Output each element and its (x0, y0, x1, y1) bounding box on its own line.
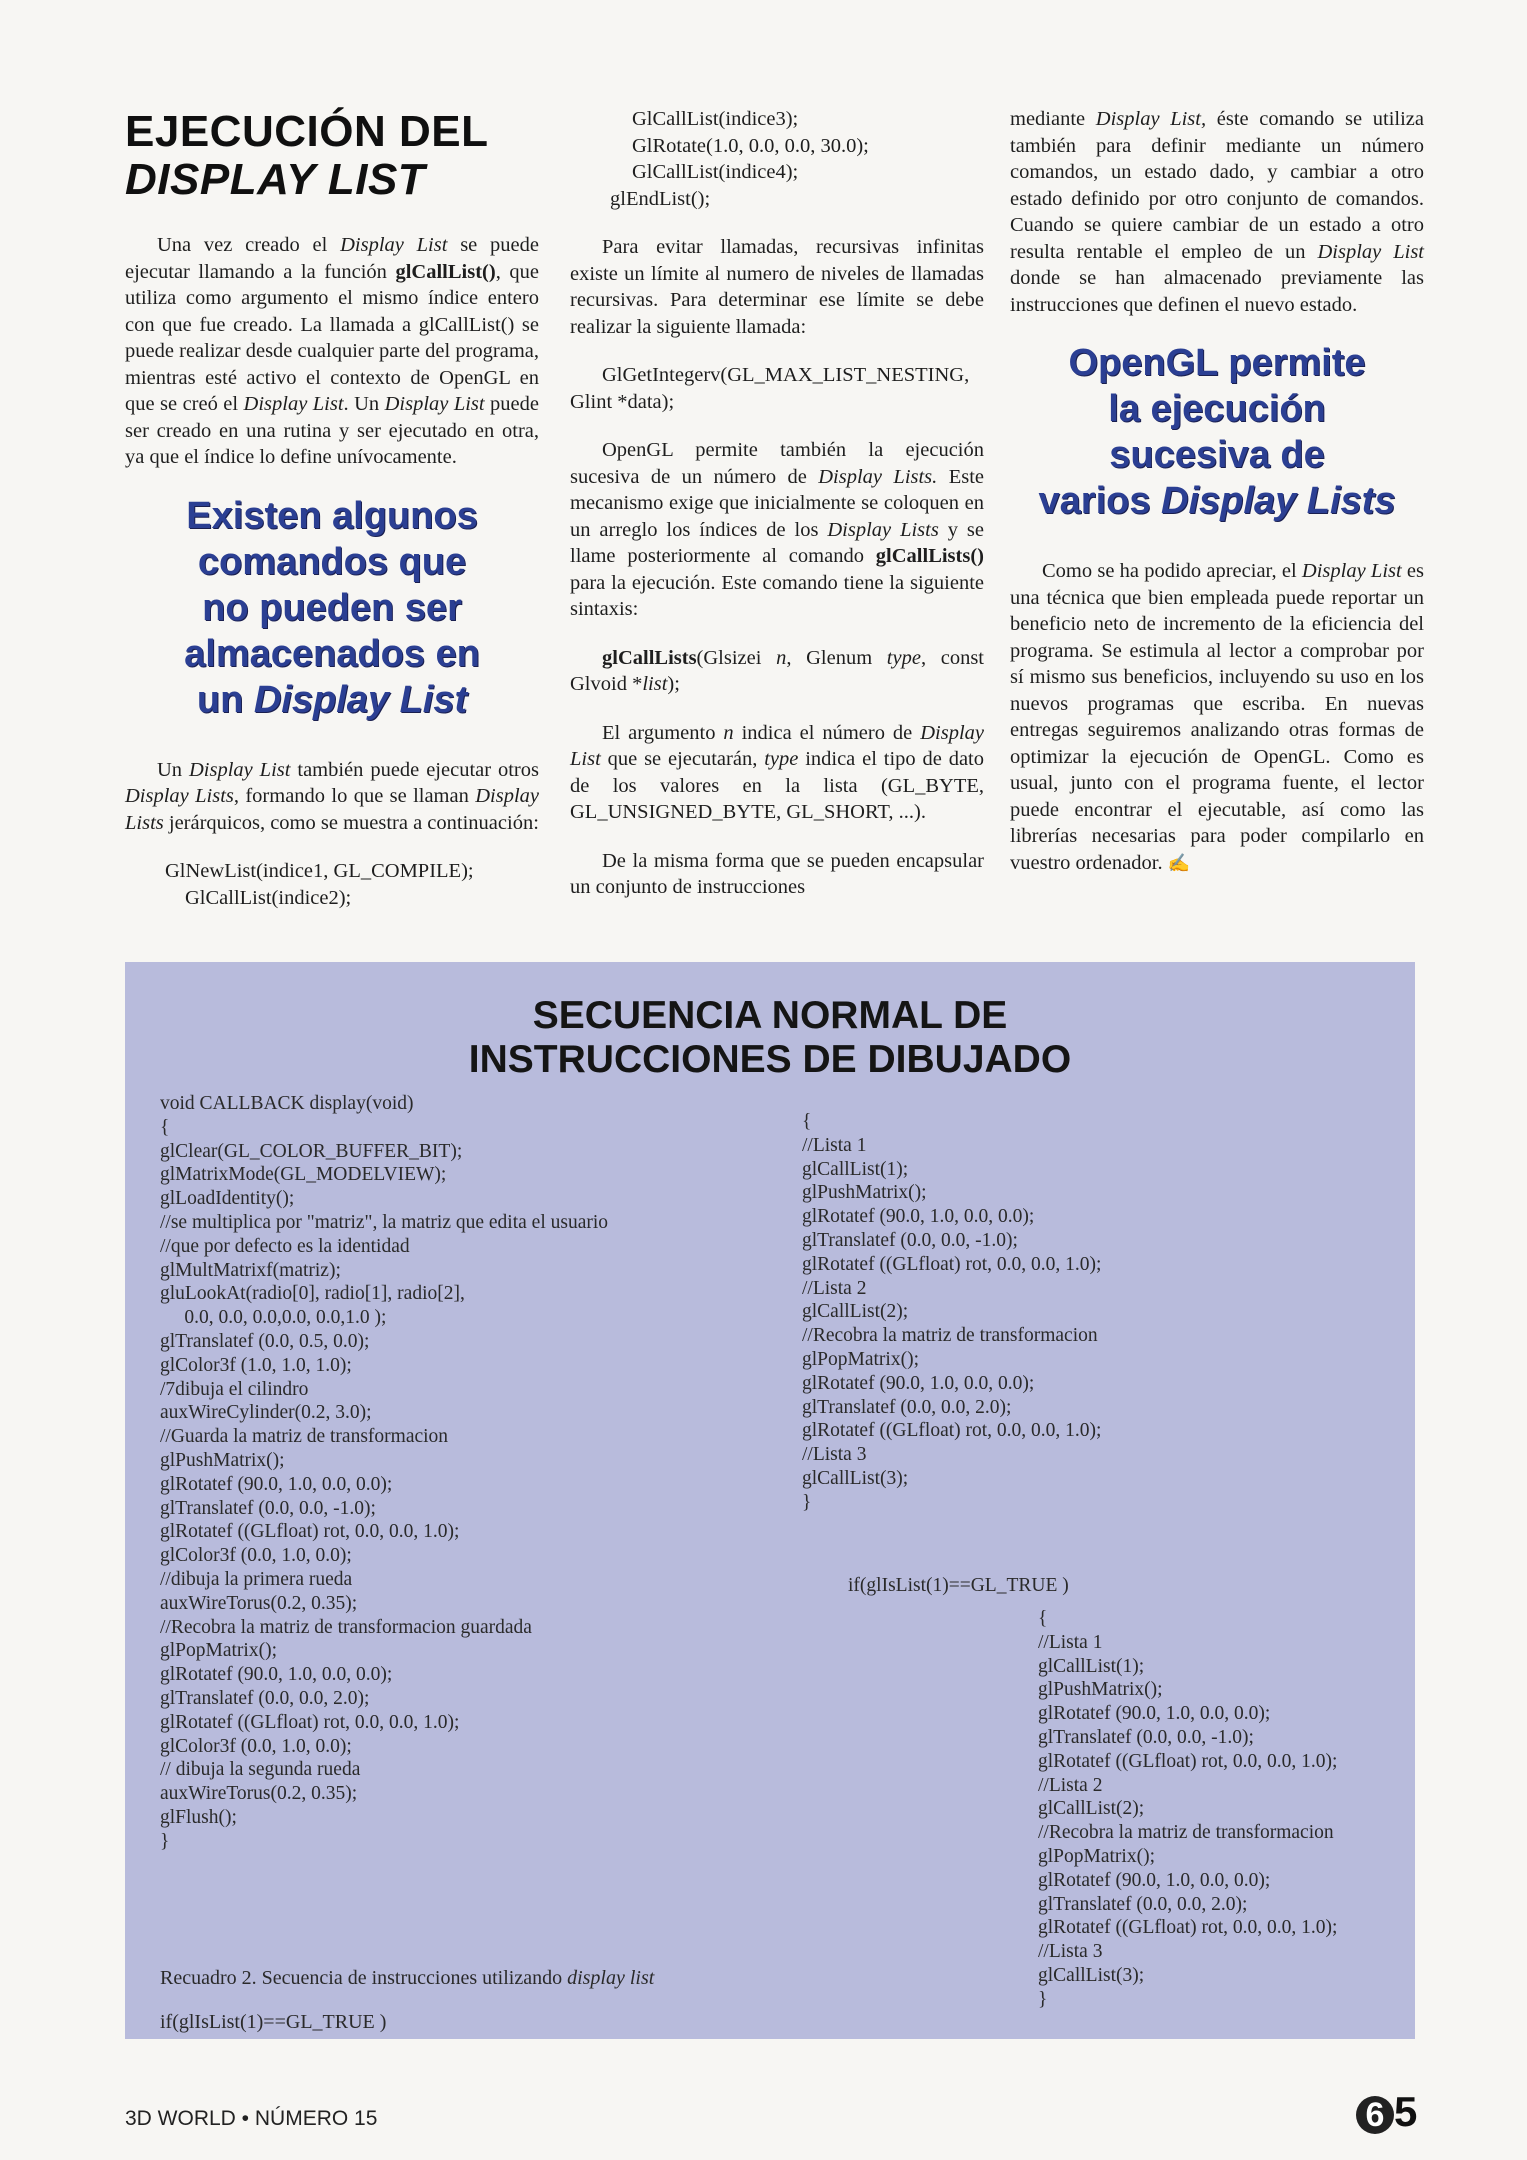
body-paragraph (570, 645, 984, 698)
pull-quote-line: OpenGL permite (1068, 342, 1366, 384)
code-line: glTranslatef (0.0, 0.0, -1.0); (1038, 1726, 1254, 1748)
code-line: glCallList(1); (802, 1158, 909, 1180)
code-line: auxWireCylinder(0.2, 3.0); (160, 1402, 372, 1424)
code-line: glRotatef (90.0, 1.0, 0.0, 0.0); (1038, 1869, 1271, 1891)
code-line: glRotatef (90.0, 1.0, 0.0, 0.0); (160, 1664, 393, 1686)
body-paragraph (1010, 106, 1424, 318)
code-line: //Lista 2 (1038, 1774, 1103, 1796)
code-line: void CALLBACK display(void) (160, 1093, 414, 1114)
title-line-2: DISPLAY LIST (125, 155, 426, 204)
code-line: glCallList(2); (802, 1301, 909, 1323)
code-line: glColor3f (0.0, 1.0, 0.0); (160, 1735, 352, 1757)
code-line: glRotatef ((GLfloat) rot, 0.0, 0.0, 1.0); (1038, 1750, 1338, 1772)
code-line: glClear(GL_COLOR_BUFFER_BIT); (160, 1140, 463, 1162)
pull-quote-line: comandos que (197, 540, 467, 583)
text-run: Display List (1301, 560, 1402, 582)
code-line: //Lista 3 (1038, 1941, 1103, 1963)
text-run: , que utiliza como argumento el mismo índice entero con que fue creado. La llamada a glCallList() se puede realizar desde cualquier parte del programa, mientras esté activo el contexto de OpenGL en que se creó el (125, 260, 539, 415)
code-line: GlCallList(indice3); (632, 108, 799, 130)
code-line: glPushMatrix(); (1038, 1679, 1163, 1701)
text-run: list (642, 673, 668, 695)
text-run: type (764, 748, 799, 770)
text-run: se puede ejecutar llamando a la función (125, 234, 539, 283)
code-line: glMultMatrixf(matriz); (160, 1259, 341, 1281)
box-caption (160, 1967, 654, 1990)
code-line: //Lista 1 (802, 1134, 867, 1156)
code-line: glTranslatef (0.0, 0.0, 2.0); (160, 1687, 370, 1709)
code-block-right (802, 1110, 1101, 1515)
code-line: glCallList(1); (1038, 1655, 1145, 1677)
code-line: glMatrixMode(GL_MODELVIEW); (160, 1164, 447, 1186)
text-run: Display List (384, 393, 485, 415)
body-paragraph: Para evitar llamadas, recursivas infinitas existe un límite al numero de niveles de llamadas recursivas. Para determinar ese límite se debe realizar la siguiente llamada: (570, 236, 984, 338)
code-line: glPushMatrix(); (802, 1182, 927, 1204)
text-run: OpenGL permite también la ejecución sucesiva de un número de (570, 439, 984, 488)
code-line: glPushMatrix(); (160, 1449, 285, 1471)
text-run: puede ser creado en una rutina y ser ejecutado en otra, ya que el índice lo define unívocamente. (125, 393, 540, 468)
code-line: glRotatef ((GLfloat) rot, 0.0, 0.0, 1.0); (802, 1253, 1102, 1275)
text-run: glCallLists() (875, 545, 984, 567)
body-paragraph: De la misma forma que se pueden encapsular un conjunto de instrucciones (570, 849, 984, 898)
pull-quote (125, 493, 539, 723)
page-number-digit: 5 (1394, 2088, 1418, 2135)
code-line: glEndList(); (610, 187, 711, 210)
text-run: Como se ha podido apreciar, el (1042, 560, 1302, 582)
code-line: glCallList(3); (802, 1467, 909, 1489)
code-line: 0.0, 0.0, 0.0,0.0, 0.0,1.0 ); (160, 1307, 387, 1329)
text-run: display list (567, 1967, 655, 1989)
code-sidebar-box (125, 962, 1415, 2039)
column-1 (125, 108, 539, 911)
text-run: El argumento (602, 721, 724, 744)
text-run: Display List (570, 721, 985, 770)
body-paragraph (1010, 558, 1424, 876)
text-run: glCallList() (395, 260, 496, 283)
text-run: Este mecanismo exige que inicialmente se coloquen en un arreglo los índices de los (570, 465, 984, 541)
box-title (125, 994, 1415, 1082)
text-run: para la ejecución. Este comando tiene la siguiente sintaxis: (570, 571, 984, 620)
text-run: y se llame posteriormente al comando (570, 518, 985, 567)
code-block-left (160, 1092, 608, 1854)
code-line: glPopMatrix(); (160, 1640, 277, 1662)
code-line: glTranslatef (0.0, 0.0, 2.0); (802, 1396, 1012, 1418)
code-line: glLoadIdentity(); (160, 1188, 295, 1210)
pull-quote-line: sucesiva de (1109, 434, 1325, 476)
code-line: GlCallList(indice2); (185, 886, 352, 909)
code-line: //Lista 2 (802, 1277, 867, 1299)
text-run: indica el tipo de dato de los valores en la lista (GL_BYTE, GL_UNSIGNED_BYTE, GL_SHORT, ...). (570, 748, 984, 823)
text-run: donde se han almacenado previamente las instrucciones que definen el nuevo estado. (1010, 267, 1424, 316)
code-line: glTranslatef (0.0, 0.5, 0.0); (160, 1330, 370, 1352)
column-2 (570, 106, 984, 923)
pull-quote-line: almacenados en (184, 632, 480, 675)
text-run: Display Lists (125, 785, 234, 807)
text-run: un (196, 678, 254, 721)
text-run: , const Glvoid * (570, 646, 984, 695)
text-run: Recuadro 2. Secuencia de instrucciones utilizando (160, 1967, 568, 1989)
text-run: Display List, (1095, 108, 1207, 130)
code-line: glRotatef (90.0, 1.0, 0.0, 0.0); (1038, 1703, 1271, 1725)
page-number (1356, 2088, 1417, 2136)
text-run: Display List (253, 678, 468, 721)
text-run: Display Lists. (818, 465, 938, 488)
text-run: (Glsizei (696, 646, 777, 669)
code-line: //dibuja la primera rueda (160, 1568, 353, 1590)
code-line: glFlush(); (160, 1806, 237, 1828)
text-run: indica el número de (733, 721, 921, 744)
body-paragraph (125, 232, 539, 471)
box-title-line: SECUENCIA NORMAL DE (532, 994, 1008, 1037)
text-run: Display Lists (1161, 480, 1396, 522)
code-line: //se multiplica por "matriz", la matriz que edita el usuario (160, 1211, 609, 1233)
text-run: ); (667, 673, 680, 695)
code-line: //Guarda la matriz de transformacion (160, 1426, 449, 1448)
text-run: Display Lists (827, 518, 939, 541)
code-line: gluLookAt(radio[0], radio[1], radio[2], (160, 1283, 465, 1305)
code-line: } (160, 1830, 170, 1852)
code-line: glCallList(2); (1038, 1798, 1145, 1820)
code-line: glPopMatrix(); (1038, 1845, 1155, 1867)
code-line: { (1038, 1608, 1048, 1629)
text-run: Un (157, 758, 189, 781)
pull-quote-line: la ejecución (1108, 388, 1326, 430)
code-line: glRotatef ((GLfloat) rot, 0.0, 0.0, 1.0); (160, 1711, 460, 1733)
code-line: GlRotate(1.0, 0.0, 0.0, 30.0); (632, 134, 869, 157)
if-statement: if(glIsList(1)==GL_TRUE ) (848, 1575, 1069, 1596)
box-title-line: INSTRUCCIONES DE DIBUJADO (468, 1038, 1072, 1081)
section-title (125, 108, 539, 204)
if-statement-bottom: if(glIsList(1)==GL_TRUE ) (160, 2011, 387, 2033)
code-line: { (160, 1116, 170, 1138)
code-line: glRotatef ((GLfloat) rot, 0.0, 0.0, 1.0); (160, 1521, 460, 1543)
column-3 (1010, 106, 1424, 898)
text-run: es una técnica que bien empleada puede reportar un beneficio neto de incremento de la eficiencia del programa. Se estimula al lector a comprobar por sí mismo sus beneficios, incluyendo su uso en los nuevos programas que escriba. En nuevas entregas seguiremos analizando otras formas de optimizar la ejecución de OpenGL. Como es usual, junto con el programa fuente, el lector puede encontrar el ejecutable, así como las librerías necesarias para poder compilarlo en vuestro ordenador. (1010, 560, 1424, 874)
text-run: Display List (188, 758, 291, 781)
code-line: glColor3f (0.0, 1.0, 0.0); (160, 1545, 352, 1567)
code-line: //Lista 3 (802, 1444, 867, 1466)
code-line: //que por defecto es la identidad (160, 1235, 410, 1257)
text-run: varios (1038, 480, 1162, 522)
code-line: glPopMatrix(); (802, 1348, 919, 1370)
code-line: auxWireTorus(0.2, 0.35); (160, 1592, 358, 1614)
code-line: GlCallList(indice4); (632, 161, 799, 183)
code-line: glTranslatef (0.0, 0.0, -1.0); (160, 1497, 376, 1519)
text-run: éste comando se utiliza también para definir mediante un número comandos, un estado dado, y cambiar a otro estado definido por otro conjunto de comandos. Cuando se quiere cambiar de un estado a otro resulta rentable el empleo de un (1010, 108, 1424, 263)
body-paragraph: GlGetIntegerv(GL_MAX_LIST_NESTING, Glint *data); (570, 364, 970, 413)
code-line: glTranslatef (0.0, 0.0, 2.0); (1038, 1893, 1248, 1915)
text-run: type (886, 646, 921, 669)
text-run: Display List (340, 234, 448, 256)
end-mark-icon: ✍ (1167, 852, 1191, 873)
code-line: } (1038, 1988, 1048, 2010)
code-line: // dibuja la segunda rueda (160, 1759, 361, 1781)
text-run: glCallLists (602, 646, 697, 669)
title-line-1: EJECUCIÓN DEL (125, 107, 489, 156)
text-run: Display List (243, 393, 344, 415)
text-run: también puede ejecutar otros (290, 758, 539, 781)
code-line: glRotatef (90.0, 1.0, 0.0, 0.0); (802, 1372, 1035, 1394)
pull-quote-line: Existen algunos (186, 494, 478, 537)
code-line: /7dibuja el cilindro (160, 1378, 309, 1400)
text-run: Una vez creado el (157, 234, 341, 256)
body-paragraph (125, 757, 539, 837)
text-run: mediante (1010, 108, 1096, 130)
code-line: //Recobra la matriz de transformacion guardada (160, 1616, 532, 1638)
pull-quote-line (125, 677, 539, 723)
text-run: Display Lists (125, 785, 539, 834)
pull-quote-line (1010, 478, 1424, 524)
code-line: } (802, 1491, 812, 1513)
code-line: glRotatef (90.0, 1.0, 0.0, 0.0); (160, 1473, 393, 1495)
code-line: { (802, 1111, 812, 1132)
code-line: GlNewList(indice1, GL_COMPILE); (165, 860, 474, 882)
pull-quote-line: no pueden ser (202, 586, 462, 629)
code-line: auxWireTorus(0.2, 0.35); (160, 1783, 358, 1805)
text-run: , formando lo que se llaman (233, 785, 476, 807)
text-run: , Glenum (786, 646, 887, 669)
code-line: glRotatef ((GLfloat) rot, 0.0, 0.0, 1.0); (802, 1420, 1102, 1442)
code-line: //Recobra la matriz de transformacion (802, 1325, 1098, 1347)
text-run: n (776, 646, 787, 669)
page-number-digit: 6 (1356, 2096, 1394, 2134)
pull-quote (1010, 340, 1424, 524)
code-line: glRotatef ((GLfloat) rot, 0.0, 0.0, 1.0); (1038, 1917, 1338, 1939)
code-line: glTranslatef (0.0, 0.0, -1.0); (802, 1229, 1018, 1251)
code-line: glColor3f (1.0, 1.0, 1.0); (160, 1354, 352, 1376)
code-block-right-2 (1038, 1607, 1337, 2012)
code-line: glRotatef (90.0, 1.0, 0.0, 0.0); (802, 1206, 1035, 1228)
code-line: glCallList(3); (1038, 1964, 1145, 1986)
text-run: jerárquicos, como se muestra a continuación: (163, 811, 539, 834)
text-run: que se ejecutarán, (600, 748, 765, 770)
body-paragraph (570, 720, 984, 826)
body-paragraph (570, 437, 984, 623)
code-line: //Recobra la matriz de transformacion (1038, 1822, 1334, 1844)
text-run: . Un (343, 393, 385, 415)
footer-magazine: 3D WORLD • NÚMERO 15 (125, 2107, 378, 2130)
text-run: n (723, 721, 734, 744)
text-run: Display List (1317, 240, 1424, 263)
code-line: //Lista 1 (1038, 1631, 1103, 1653)
